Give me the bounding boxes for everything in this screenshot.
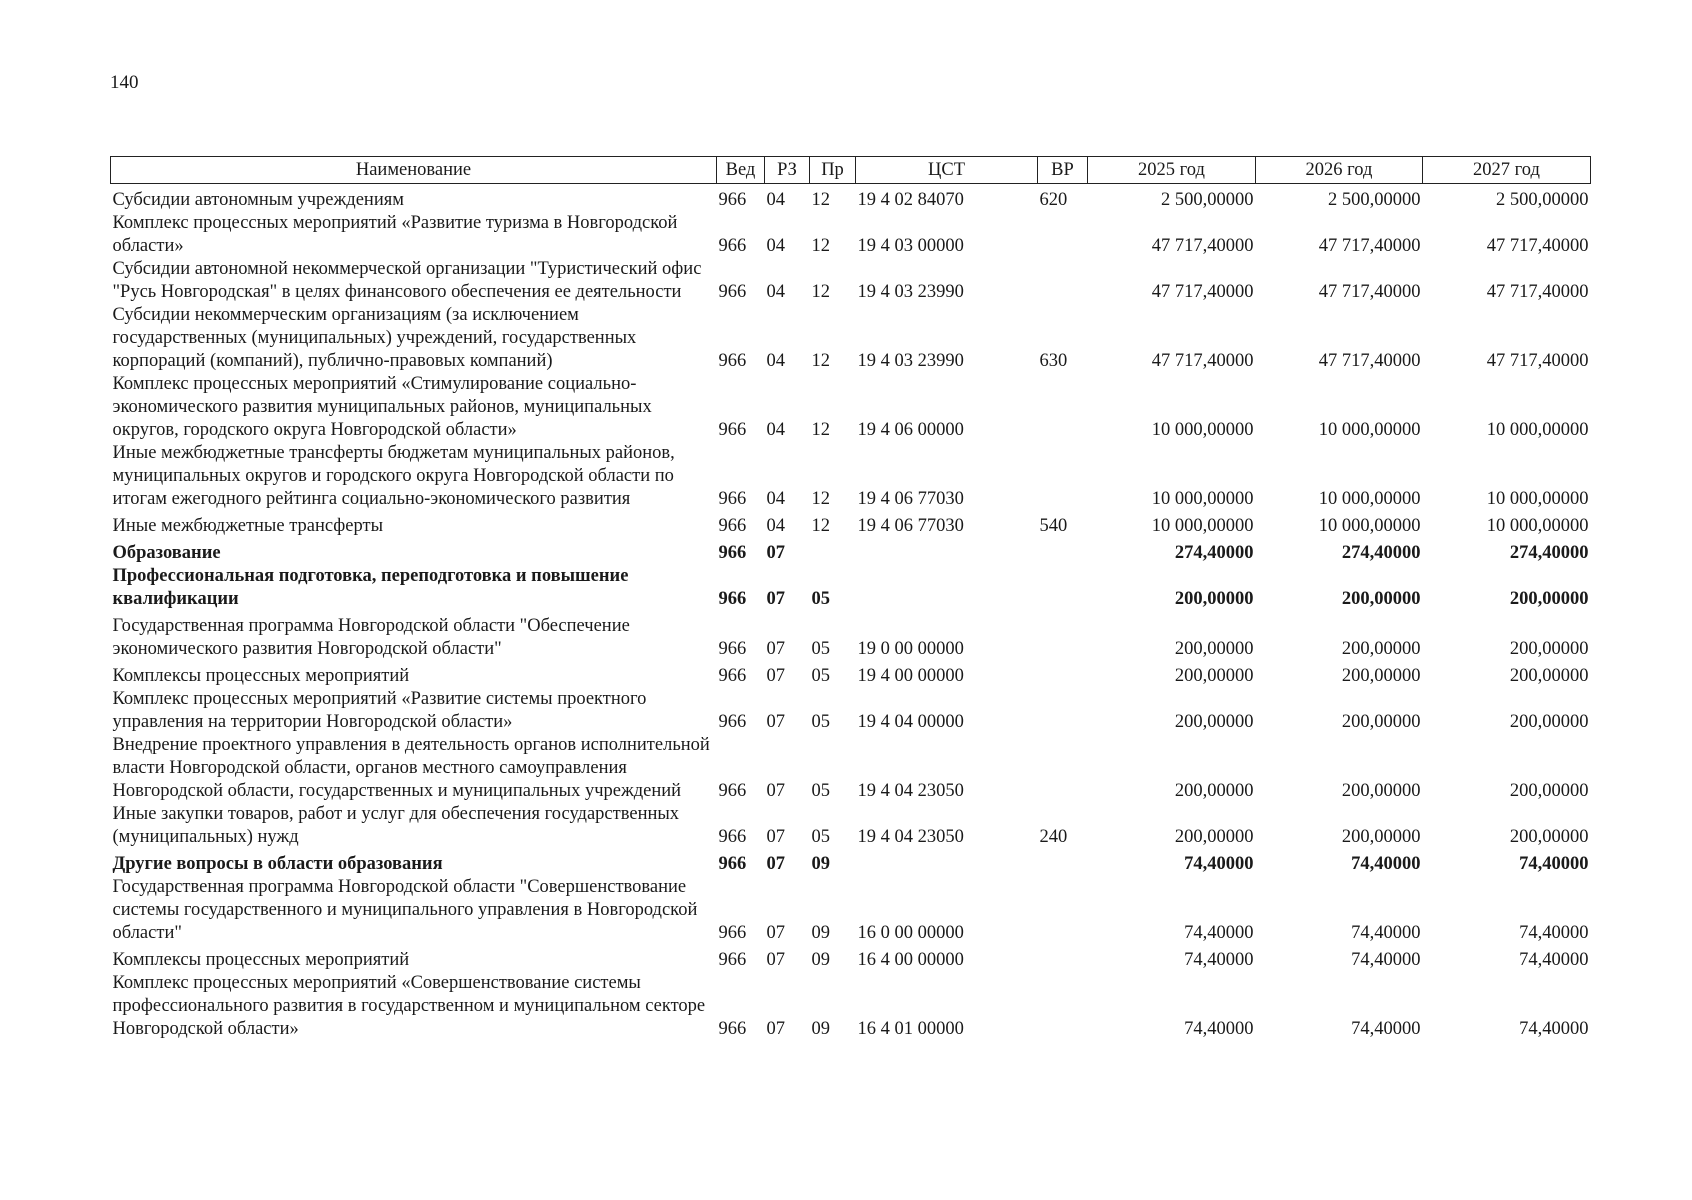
row-amount-2026: 200,00000 bbox=[1341, 589, 1421, 609]
row-cst: 19 4 04 23050 bbox=[857, 781, 964, 801]
row-amount-2026: 10 000,00000 bbox=[1318, 420, 1421, 440]
row-cst: 19 4 00 00000 bbox=[857, 666, 964, 686]
header-ved: Вед bbox=[717, 157, 765, 184]
row-amount-2025: 2 500,00000 bbox=[1161, 190, 1254, 210]
row-amount-2025: 200,00000 bbox=[1174, 639, 1254, 659]
table-row bbox=[111, 304, 1591, 373]
row-cst: 19 4 04 23050 bbox=[857, 827, 964, 847]
row-name: Комплекс процессных мероприятий «Совершенствование системы профессионального развития в государственном и муниципальном секторе Новгородской области» bbox=[112, 973, 706, 1039]
row-cst: 19 4 06 77030 bbox=[857, 489, 964, 509]
row-name: Образование bbox=[112, 543, 221, 563]
row-ved: 966 bbox=[718, 420, 747, 440]
table-row bbox=[111, 373, 1591, 442]
row-rz: 07 bbox=[766, 950, 785, 970]
row-ved: 966 bbox=[718, 1019, 747, 1039]
row-amount-2027: 74,40000 bbox=[1519, 923, 1589, 943]
row-ved: 966 bbox=[718, 516, 747, 536]
row-cst: 19 4 06 00000 bbox=[857, 420, 964, 440]
header-2027: 2027 год bbox=[1423, 157, 1591, 184]
row-amount-2026: 74,40000 bbox=[1351, 950, 1421, 970]
row-amount-2025: 200,00000 bbox=[1174, 781, 1254, 801]
row-pr: 05 bbox=[811, 712, 830, 732]
row-amount-2026: 47 717,40000 bbox=[1318, 351, 1421, 371]
row-amount-2026: 200,00000 bbox=[1341, 712, 1421, 732]
row-pr: 09 bbox=[811, 1019, 830, 1039]
page-number: 140 bbox=[110, 72, 139, 93]
row-amount-2027: 47 717,40000 bbox=[1486, 236, 1589, 256]
table-body bbox=[111, 184, 1591, 1042]
row-vr bbox=[1038, 876, 1088, 945]
row-rz: 07 bbox=[766, 543, 785, 563]
row-pr: 12 bbox=[811, 489, 830, 509]
row-cst: 16 4 00 00000 bbox=[857, 950, 964, 970]
row-vr bbox=[1038, 661, 1088, 688]
row-amount-2026: 274,40000 bbox=[1341, 543, 1421, 563]
row-rz: 07 bbox=[766, 781, 785, 801]
row-cst: 19 4 03 23990 bbox=[857, 282, 964, 302]
row-amount-2025: 10 000,00000 bbox=[1151, 420, 1254, 440]
row-amount-2026: 74,40000 bbox=[1351, 923, 1421, 943]
row-ved: 966 bbox=[718, 351, 747, 371]
table-row bbox=[111, 538, 1591, 565]
row-pr: 12 bbox=[811, 516, 830, 536]
row-amount-2027: 74,40000 bbox=[1519, 1019, 1589, 1039]
row-amount-2026: 47 717,40000 bbox=[1318, 282, 1421, 302]
row-amount-2027: 10 000,00000 bbox=[1486, 516, 1589, 536]
row-vr bbox=[1038, 611, 1088, 661]
header-rz: РЗ bbox=[765, 157, 810, 184]
row-pr: 12 bbox=[811, 420, 830, 440]
row-amount-2026: 10 000,00000 bbox=[1318, 489, 1421, 509]
row-pr: 05 bbox=[811, 589, 830, 609]
row-amount-2025: 200,00000 bbox=[1174, 589, 1254, 609]
table-row bbox=[111, 803, 1591, 849]
row-rz: 07 bbox=[766, 827, 785, 847]
row-amount-2027: 74,40000 bbox=[1519, 950, 1589, 970]
row-rz: 07 bbox=[766, 666, 785, 686]
row-ved: 966 bbox=[718, 827, 747, 847]
row-amount-2026: 200,00000 bbox=[1341, 639, 1421, 659]
row-name: Другие вопросы в области образования bbox=[112, 854, 443, 874]
table-row bbox=[111, 876, 1591, 945]
row-amount-2025: 74,40000 bbox=[1184, 923, 1254, 943]
row-amount-2027: 2 500,00000 bbox=[1496, 190, 1589, 210]
row-name: Комплексы процессных мероприятий bbox=[112, 950, 410, 970]
row-cst bbox=[856, 565, 1038, 611]
row-vr bbox=[1038, 538, 1088, 565]
row-ved: 966 bbox=[718, 543, 747, 563]
budget-table bbox=[110, 156, 1591, 1041]
table-row bbox=[111, 442, 1591, 511]
row-rz: 04 bbox=[766, 282, 785, 302]
row-pr: 05 bbox=[811, 666, 830, 686]
row-name: Комплекс процессных мероприятий «Развитие туризма в Новгородской области» bbox=[112, 213, 678, 256]
row-rz: 07 bbox=[766, 639, 785, 659]
row-vr: 630 bbox=[1039, 351, 1068, 371]
row-vr bbox=[1038, 212, 1088, 258]
row-rz: 04 bbox=[766, 516, 785, 536]
header-name: Наименование bbox=[111, 157, 717, 184]
row-amount-2026: 74,40000 bbox=[1351, 1019, 1421, 1039]
row-pr: 09 bbox=[811, 950, 830, 970]
table-header-row bbox=[111, 157, 1591, 184]
table-row bbox=[111, 511, 1591, 538]
row-rz: 04 bbox=[766, 236, 785, 256]
row-cst: 19 4 03 23990 bbox=[857, 351, 964, 371]
row-amount-2027: 200,00000 bbox=[1509, 781, 1589, 801]
row-vr: 540 bbox=[1039, 516, 1068, 536]
table-row bbox=[111, 734, 1591, 803]
table-row bbox=[111, 972, 1591, 1041]
row-name: Комплекс процессных мероприятий «Стимулирование социально-экономического развития муниципальных районов, муниципальных округов, городского округа Новгородской области» bbox=[112, 374, 652, 440]
row-pr: 12 bbox=[811, 236, 830, 256]
row-vr bbox=[1038, 972, 1088, 1041]
header-cst: ЦСТ bbox=[856, 157, 1038, 184]
row-name: Государственная программа Новгородской области "Совершенствование системы государственного и муниципального управления в Новгородской области" bbox=[112, 877, 698, 943]
row-name: Комплексы процессных мероприятий bbox=[112, 666, 410, 686]
row-pr: 12 bbox=[811, 282, 830, 302]
row-amount-2026: 200,00000 bbox=[1341, 781, 1421, 801]
row-pr: 05 bbox=[811, 781, 830, 801]
header-pr: Пр bbox=[810, 157, 856, 184]
table-row bbox=[111, 849, 1591, 876]
row-pr: 12 bbox=[811, 190, 830, 210]
row-name: Комплекс процессных мероприятий «Развитие системы проектного управления на территории Новгородской области» bbox=[112, 689, 647, 732]
row-rz: 04 bbox=[766, 351, 785, 371]
row-amount-2025: 47 717,40000 bbox=[1151, 236, 1254, 256]
row-rz: 07 bbox=[766, 854, 785, 874]
row-cst: 19 4 02 84070 bbox=[857, 190, 964, 210]
row-cst: 16 4 01 00000 bbox=[857, 1019, 964, 1039]
row-vr bbox=[1038, 442, 1088, 511]
row-amount-2027: 74,40000 bbox=[1519, 854, 1589, 874]
row-amount-2025: 74,40000 bbox=[1184, 854, 1254, 874]
row-pr: 09 bbox=[811, 854, 830, 874]
row-amount-2027: 10 000,00000 bbox=[1486, 489, 1589, 509]
row-ved: 966 bbox=[718, 282, 747, 302]
row-amount-2027: 200,00000 bbox=[1509, 712, 1589, 732]
row-amount-2026: 200,00000 bbox=[1341, 827, 1421, 847]
row-name: Субсидии автономным учреждениям bbox=[112, 190, 404, 210]
row-name: Государственная программа Новгородской области "Обеспечение экономического развития Новгородской области" bbox=[112, 616, 630, 659]
row-vr bbox=[1038, 258, 1088, 304]
row-name: Иные межбюджетные трансферты bbox=[112, 516, 384, 536]
row-amount-2027: 200,00000 bbox=[1509, 589, 1589, 609]
row-name: Иные закупки товаров, работ и услуг для обеспечения государственных (муниципальных) нужд bbox=[112, 804, 680, 847]
row-name: Профессиональная подготовка, переподготовка и повышение квалификации bbox=[112, 566, 629, 609]
row-rz: 04 bbox=[766, 420, 785, 440]
row-amount-2027: 200,00000 bbox=[1509, 639, 1589, 659]
row-name: Субсидии автономной некоммерческой организации "Туристический офис "Русь Новгородская" в целях финансового обеспечения ее деятельности bbox=[112, 259, 702, 302]
row-pr: 05 bbox=[811, 639, 830, 659]
row-rz: 07 bbox=[766, 589, 785, 609]
row-amount-2025: 47 717,40000 bbox=[1151, 282, 1254, 302]
table-row bbox=[111, 258, 1591, 304]
table-row bbox=[111, 661, 1591, 688]
row-amount-2027: 200,00000 bbox=[1509, 827, 1589, 847]
row-ved: 966 bbox=[718, 666, 747, 686]
table-row bbox=[111, 184, 1591, 213]
row-ved: 966 bbox=[718, 781, 747, 801]
row-amount-2026: 47 717,40000 bbox=[1318, 236, 1421, 256]
table-row bbox=[111, 611, 1591, 661]
row-ved: 966 bbox=[718, 589, 747, 609]
table-row bbox=[111, 212, 1591, 258]
row-vr bbox=[1038, 373, 1088, 442]
row-ved: 966 bbox=[718, 236, 747, 256]
row-ved: 966 bbox=[718, 950, 747, 970]
row-pr bbox=[810, 538, 856, 565]
row-ved: 966 bbox=[718, 190, 747, 210]
row-ved: 966 bbox=[718, 489, 747, 509]
row-rz: 07 bbox=[766, 1019, 785, 1039]
row-amount-2025: 74,40000 bbox=[1184, 1019, 1254, 1039]
row-cst bbox=[856, 849, 1038, 876]
row-cst: 16 0 00 00000 bbox=[857, 923, 964, 943]
row-amount-2026: 2 500,00000 bbox=[1328, 190, 1421, 210]
row-amount-2027: 10 000,00000 bbox=[1486, 420, 1589, 440]
row-amount-2025: 47 717,40000 bbox=[1151, 351, 1254, 371]
row-amount-2025: 74,40000 bbox=[1184, 950, 1254, 970]
row-name: Иные межбюджетные трансферты бюджетам муниципальных районов, муниципальных округов и городского округа Новгородской области по итогам ежегодного рейтинга социально-экономического развития bbox=[112, 443, 675, 509]
row-amount-2026: 200,00000 bbox=[1341, 666, 1421, 686]
row-amount-2025: 274,40000 bbox=[1174, 543, 1254, 563]
row-vr bbox=[1038, 945, 1088, 972]
row-pr: 12 bbox=[811, 351, 830, 371]
row-amount-2025: 200,00000 bbox=[1174, 712, 1254, 732]
row-cst bbox=[856, 538, 1038, 565]
row-pr: 05 bbox=[811, 827, 830, 847]
row-cst: 19 4 06 77030 bbox=[857, 516, 964, 536]
row-rz: 07 bbox=[766, 923, 785, 943]
row-amount-2027: 274,40000 bbox=[1509, 543, 1589, 563]
row-amount-2027: 47 717,40000 bbox=[1486, 351, 1589, 371]
row-vr bbox=[1038, 565, 1088, 611]
row-ved: 966 bbox=[718, 854, 747, 874]
row-ved: 966 bbox=[718, 639, 747, 659]
row-rz: 04 bbox=[766, 489, 785, 509]
row-name: Субсидии некоммерческим организациям (за исключением государственных (муниципальных) учреждений, государственных корпораций (компаний), публично-правовых компаний) bbox=[112, 305, 637, 371]
table-row bbox=[111, 565, 1591, 611]
row-amount-2025: 200,00000 bbox=[1174, 827, 1254, 847]
row-vr bbox=[1038, 734, 1088, 803]
row-ved: 966 bbox=[718, 923, 747, 943]
row-amount-2025: 10 000,00000 bbox=[1151, 489, 1254, 509]
row-pr: 09 bbox=[811, 923, 830, 943]
header-2025: 2025 год bbox=[1088, 157, 1256, 184]
header-2026: 2026 год bbox=[1256, 157, 1423, 184]
row-name: Внедрение проектного управления в деятельность органов исполнительной власти Новгородской области, органов местного самоуправления Новгородской области, государственных и муниципальных учреждений bbox=[112, 735, 710, 801]
table-row bbox=[111, 688, 1591, 734]
row-vr bbox=[1038, 849, 1088, 876]
row-amount-2026: 10 000,00000 bbox=[1318, 516, 1421, 536]
row-rz: 07 bbox=[766, 712, 785, 732]
row-rz: 04 bbox=[766, 190, 785, 210]
row-amount-2027: 47 717,40000 bbox=[1486, 282, 1589, 302]
header-vr: ВР bbox=[1038, 157, 1088, 184]
row-vr bbox=[1038, 688, 1088, 734]
row-cst: 19 4 03 00000 bbox=[857, 236, 964, 256]
row-amount-2026: 74,40000 bbox=[1351, 854, 1421, 874]
row-cst: 19 0 00 00000 bbox=[857, 639, 964, 659]
table-row bbox=[111, 945, 1591, 972]
row-vr: 240 bbox=[1039, 827, 1068, 847]
row-cst: 19 4 04 00000 bbox=[857, 712, 964, 732]
row-ved: 966 bbox=[718, 712, 747, 732]
row-amount-2027: 200,00000 bbox=[1509, 666, 1589, 686]
row-vr: 620 bbox=[1039, 190, 1068, 210]
row-amount-2025: 10 000,00000 bbox=[1151, 516, 1254, 536]
row-amount-2025: 200,00000 bbox=[1174, 666, 1254, 686]
